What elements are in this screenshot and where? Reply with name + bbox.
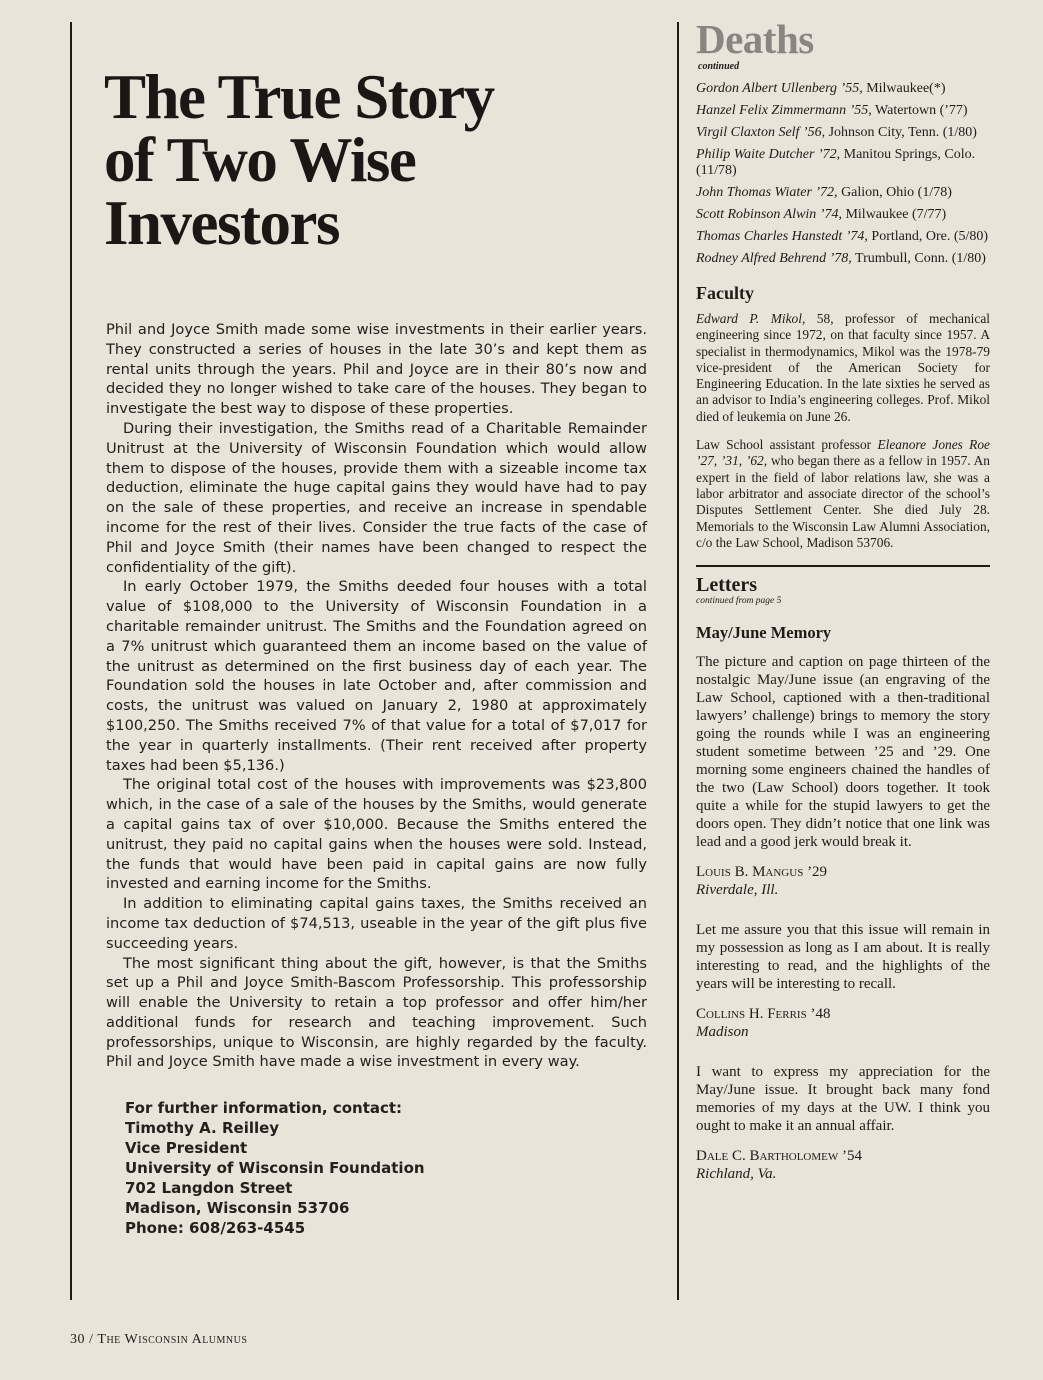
- contact-organization: University of Wisconsin Foundation: [125, 1159, 425, 1177]
- page-footer: [70, 1332, 247, 1348]
- contact-name: Timothy A. Reilley: [125, 1119, 280, 1137]
- letter-signature: [696, 1147, 990, 1183]
- letter-text: I want to express my appreciation for the May/June issue. It brought back many fond memories of my days at the UW. I think you ought to make it an annual affair.: [696, 1064, 990, 1135]
- left-column-rule: [70, 22, 72, 1300]
- article-paragraph: Phil and Joyce Smith made some wise investments in their earlier years. They constructed a series of houses in the late 30’s and kept them as rental units through the years. Phil and Joyce are in their 80’s now and decided they no longer wished to take care of the houses. They began to investigate the best way to dispose of these properties.: [106, 321, 647, 418]
- deaths-list: [696, 81, 990, 267]
- letter-signature: [696, 1005, 990, 1041]
- letter-author: Louis B. Mangus ’29: [696, 864, 828, 881]
- letters-kicker: continued from page 5: [696, 596, 782, 607]
- contact-city: Madison, Wisconsin 53706: [125, 1199, 350, 1217]
- article-paragraph: In early October 1979, the Smiths deeded four houses with a total value of $108,000 to the University of Wisconsin Foundation in a charitable remainder unitrust. The Smiths and the Foundation agreed on a 7% unitrust which guaranteed them an income based on the value of the unitrust as determined on the first business day of each year. The Foundation sold the houses in late October and, after commission and costs, the unitrust was valued on January 2, 1980 at approximately $100,250. The Smiths received 7% of that value for a total of $7,017 for the year in quarterly installments. (Their rent received after property taxes had been $5,136.): [106, 578, 647, 774]
- contact-street: 702 Langdon Street: [125, 1179, 293, 1197]
- letter-author: Collins H. Ferris ’48: [696, 1006, 831, 1023]
- article-title: The True Story of Two Wise Investors: [104, 62, 494, 258]
- faculty-heading: Faculty: [696, 283, 754, 303]
- faculty-obituary: Edward P. Mikol, 58, professor of mechanical engineering since 1972, on that faculty since 1957. A specialist in thermodynamics, Mikol was the 1978-79 vice-president of the American Society for Engineering Education. In the late sixties he served as an advisor to India’s engineering colleges. Prof. Mikol died of leukemia on June 26.: [696, 311, 990, 424]
- death-entry: Thomas Charles Hanstedt ’74, Portland, Ore. (5/80): [696, 229, 989, 244]
- letter-text: The picture and caption on page thirteen of the nostalgic May/June issue (an engraving of the Law School, captioned with a then-traditional lawyers’ challenge) brings to memory the story going the rounds while I was an engineering student sometime between ’25 and ’29. One morning some engineers chained the handles of the two (Law School) doors together. It took quite a while for the stupid lawyers to get the doors open. They didn’t notice that one link was lead and a good jerk would break it.: [696, 654, 990, 851]
- deaths-kicker: continued: [698, 61, 740, 72]
- contact-title: Vice President: [125, 1139, 248, 1157]
- right-column: [696, 18, 990, 1205]
- article-paragraph: The original total cost of the houses with improvements was $23,800 which, in the case of a sale of the houses by the Smiths, would generate a capital gains tax of over $10,000. Because the Smiths entered the unitrust, they paid no capital gains when the houses were sold. Instead, the funds that would have been paid in capital gains are now fully invested and earning income for the Smiths.: [106, 776, 647, 893]
- deaths-heading: Deaths: [696, 16, 814, 62]
- article-paragraph: During their investigation, the Smiths read of a Charitable Remainder Unitrust at the University of Wisconsin Foundation which would allow them to dispose of the houses, provide them with a sizeable income tax deduction, eliminate the huge capital gains they would have had to pay on the sale of these properties, and receive an increase in spendable income for the rest of their lives. Consider the true facts of the case of Phil and Joyce Smith (their names have been changed to respect the confidentiality of the gift).: [106, 419, 647, 576]
- letters-heading: Letters: [696, 574, 758, 597]
- letters-divider: [696, 565, 990, 567]
- article-body: [106, 320, 647, 1072]
- contact-block: [125, 1098, 625, 1238]
- death-entry: Rodney Alfred Behrend ’78, Trumbull, Conn. (1/80): [696, 251, 986, 266]
- death-entry: Philip Waite Dutcher ’72, Manitou Springs, Colo. (11/78): [696, 147, 976, 178]
- faculty-obituary: Law School assistant professor Eleanore Jones Roe ’27, ’31, ’62, who began there as a fellow in 1957. An expert in the field of labor relations law, she was a labor arbitrator and associate director of the school’s Disputes Settlement Center. She died July 28. Memorials to the Wisconsin Law Alumni Association, c/o the Law School, Madison 53706.: [696, 437, 990, 550]
- death-entry: Virgil Claxton Self ’56, Johnson City, Tenn. (1/80): [696, 125, 977, 140]
- article-paragraph: The most significant thing about the gift, however, is that the Smiths set up a Phil and Joyce Smith-Bascom Professorship. This professorship will enable the University to retain a top professor and offer him/her additional funds for research and teaching improvement. Such professorships, unique to Wisconsin, are highly regarded by the faculty. Phil and Joyce Smith have made a wise investment in every way.: [106, 954, 647, 1071]
- right-column-rule: [677, 22, 679, 1300]
- death-entry: Scott Robinson Alwin ’74, Milwaukee (7/77): [696, 207, 947, 222]
- letter-signature: [696, 863, 990, 899]
- letter-location: Madison: [696, 1024, 749, 1041]
- death-entry: Gordon Albert Ullenberg ’55, Milwaukee(*): [696, 81, 946, 96]
- letter-location: Riverdale, Ill.: [696, 882, 779, 899]
- letter-location: Richland, Va.: [696, 1166, 777, 1183]
- article-paragraph: In addition to eliminating capital gains taxes, the Smiths received an income tax deduction of $74,513, useable in the year of the gift plus five succeeding years.: [106, 895, 647, 952]
- publication-name: The Wisconsin Alumnus: [97, 1332, 248, 1347]
- letter-author: Dale C. Bartholomew ’54: [696, 1148, 862, 1165]
- letter-text: Let me assure you that this issue will remain in my possession as long as I am about. It is really interesting to read, and the highlights of the years will be interesting to recall.: [696, 922, 990, 993]
- letters-subhead: May/June Memory: [696, 623, 832, 643]
- death-entry: Hanzel Felix Zimmermann ’55, Watertown (’77): [696, 103, 968, 118]
- contact-heading: For further information, contact:: [125, 1099, 403, 1117]
- contact-phone: Phone: 608/263-4545: [125, 1219, 306, 1237]
- page-number: 30 /: [70, 1332, 98, 1347]
- death-entry: John Thomas Wiater ’72, Galion, Ohio (1/78): [696, 185, 952, 200]
